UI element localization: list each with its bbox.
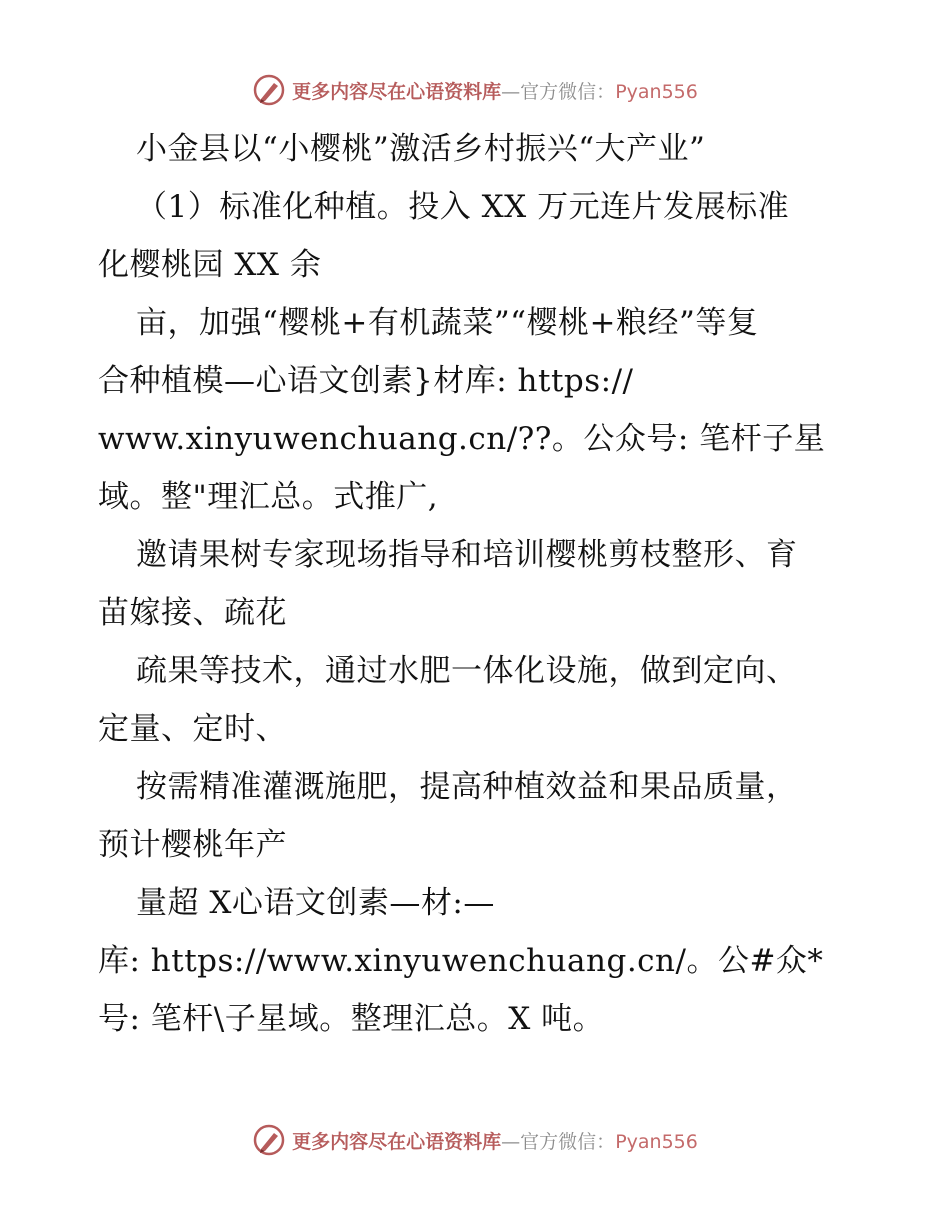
text-line: 号: 笔杆\子星域。整理汇总。X 吨。 [98, 1001, 605, 1037]
header-banner [0, 70, 950, 110]
banner-inner [252, 73, 698, 107]
banner-separator: — [501, 1130, 521, 1153]
text-line: 域。整"理汇总。式推广, [98, 479, 439, 515]
text-line: 疏果等技术，通过水肥一体化设施，做到定向、 [136, 653, 798, 689]
text-line: 定量、定时、 [98, 711, 287, 747]
pen-logo-icon [252, 73, 286, 107]
text-line: 库: https://www.xinyuwenchuang.cn/。公#众* [98, 943, 824, 979]
banner-text [292, 1127, 698, 1154]
text-line: 按需精准灌溉施肥，提高种植效益和果品质量， [136, 769, 798, 805]
footer-banner [0, 1120, 950, 1160]
banner-wechat-id: Pyan556 [615, 80, 698, 103]
banner-wechat-label: 官方微信： [520, 1130, 616, 1153]
pen-logo-icon [252, 1123, 286, 1157]
banner-wechat-id: Pyan556 [615, 1130, 698, 1153]
banner-text [292, 77, 698, 104]
text-line: 邀请果树专家现场指导和培训樱桃剪枝整形、育 [136, 537, 798, 573]
banner-inner [252, 1123, 698, 1157]
text-line: 亩，加强“樱桃+有机蔬菜”“樱桃+粮经”等复 [136, 305, 759, 341]
banner-main-text: 更多内容尽在心语资料库 [292, 80, 502, 103]
text-line: 苗嫁接、疏花 [98, 595, 287, 631]
text-line: 化樱桃园 XX 余 [98, 247, 322, 283]
text-line: （1）标准化种植。投入 XX 万元连片发展标准 [136, 189, 790, 225]
text-line: 量超 X心语文创素—材:— [136, 885, 495, 921]
text-line: 小金县以“小樱桃”激活乡村振兴“大产业” [136, 131, 706, 167]
text-line: 合种植模—心语文创素}材库: https:// [98, 363, 634, 399]
banner-wechat-label: 官方微信： [520, 80, 616, 103]
document-body [98, 120, 858, 1048]
banner-separator: — [501, 80, 521, 103]
banner-main-text: 更多内容尽在心语资料库 [292, 1130, 502, 1153]
text-line: www.xinyuwenchuang.cn/??。公众号: 笔杆子星 [98, 421, 826, 457]
text-line: 预计樱桃年产 [98, 827, 287, 863]
